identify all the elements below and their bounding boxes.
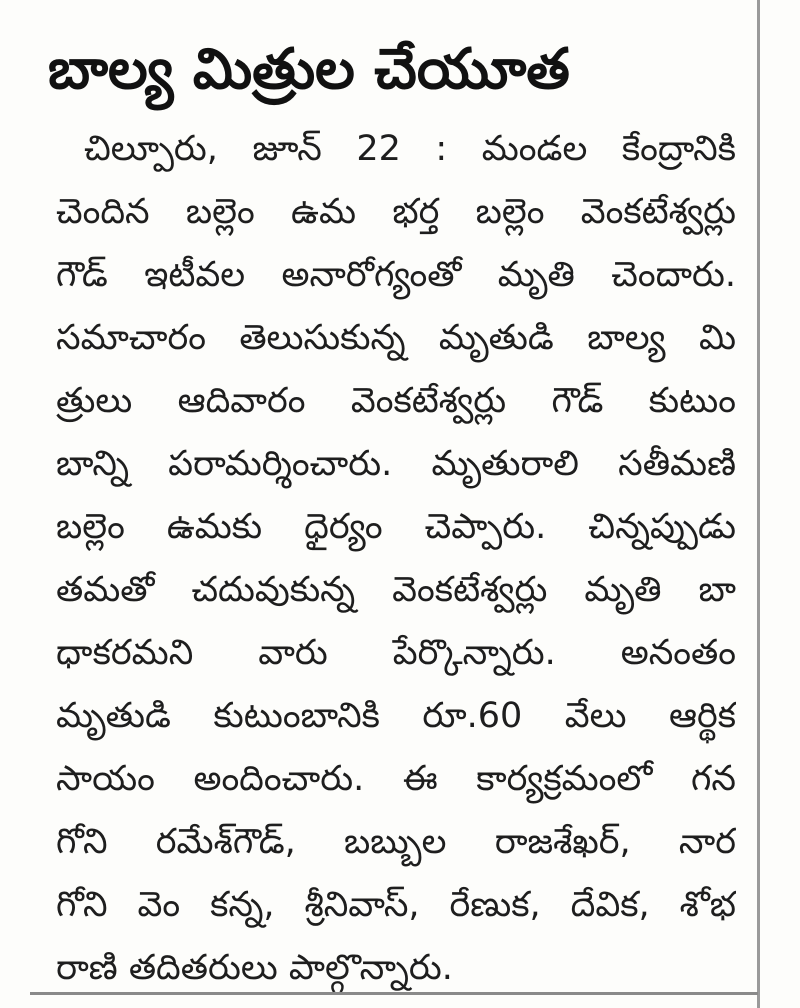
article-line-3: గౌడ్ ఇటీవల అనారోగ్యంతో మృతి చెందారు.: [56, 255, 736, 295]
article-line-9: ధాకరమని వారు పేర్కొన్నారు. అనంతం: [56, 633, 736, 673]
article-line-5: త్రులు ఆదివారం వెంకటేశ్వర్లు గౌడ్ కుటుం: [56, 381, 736, 421]
article-line-14: రాణి తదితరులు పాల్గొన్నారు.: [56, 948, 453, 988]
article-line-1: చిల్పూరు, జూన్ 22 : మండల కేంద్రానికి: [84, 129, 736, 169]
article-headline: బాల్య మిత్రుల చేయూత: [48, 37, 570, 102]
article-line-7: బల్లెం ఉమకు ధైర్యం చెప్పారు. చిన్నప్పుడు: [56, 507, 736, 547]
column-divider-rule: [757, 0, 760, 1008]
article-line-10: మృతుడి కుటుంబానికి రూ.60 వేలు ఆర్థిక: [56, 696, 736, 736]
article-line-2: చెందిన బల్లెం ఉమ భర్త బల్లెం వెంకటేశ్వర్లు: [56, 192, 736, 232]
article-line-8: తమతో చదువుకున్న వెంకటేశ్వర్లు మృతి బా: [56, 570, 736, 610]
article-line-13: గోని వెం కన్న, శ్రీనివాస్, రేణుక, దేవిక, శోభ: [56, 885, 736, 925]
article-line-6: బాన్ని పరామర్శించారు. మృతురాలి సతీమణి: [56, 444, 736, 484]
article-line-12: గోని రమేశ్‌గౌడ్, బబ్బుల రాజశేఖర్, నార: [56, 822, 736, 862]
article-line-4: సమాచారం తెలుసుకున్న మృతుడి బాల్య మి: [56, 318, 736, 358]
article-line-11: సాయం అందించారు. ఈ కార్యక్రమంలో గన: [56, 759, 736, 799]
article-body: [56, 118, 736, 1000]
bottom-rule: [30, 992, 758, 995]
